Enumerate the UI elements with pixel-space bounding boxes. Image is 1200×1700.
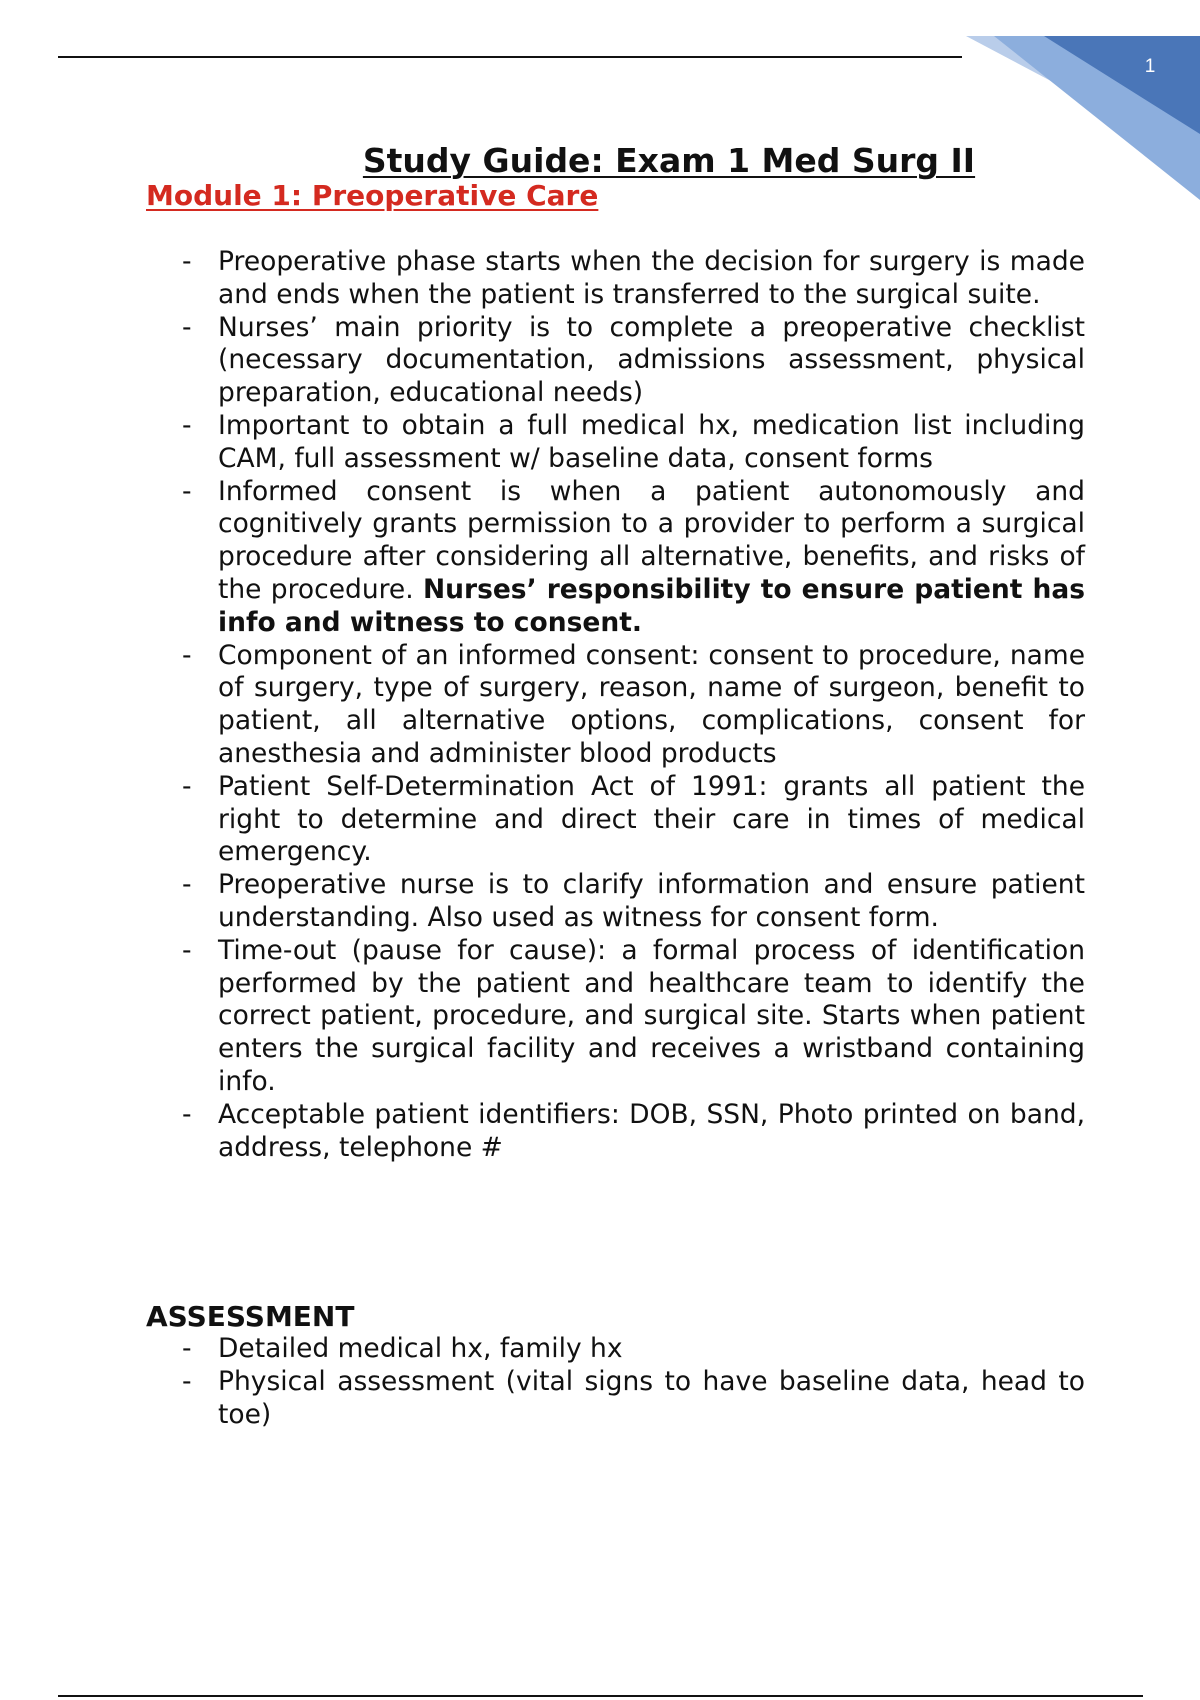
bullet-item [0,771,1085,869]
bullet-item [0,410,1085,476]
page-number: 1 [1144,56,1156,77]
bullet-item [0,476,1085,640]
bullet-item [0,1099,1085,1165]
bullet-text: Informed consent is when a patient autonomously and cognitively grants permission to a provider to perform a surgical procedure after considering all alternative, benefits, and risks of the procedure. [218,475,1085,605]
header-rule [58,56,962,58]
module-bullet-list [0,246,1085,1164]
bullet-text: Preoperative nurse is to clarify information and ensure patient understanding. Also used as witness for consent form. [218,869,1085,933]
bullet-item [0,312,1085,410]
module-heading: Module 1: Preoperative Care [146,179,599,212]
bullet-text: Important to obtain a full medical hx, medication list including CAM, full assessment w/ baseline data, consent forms [218,409,1085,474]
footer-rule [58,1695,1143,1697]
bullet-item [0,869,1085,935]
bullet-text: Detailed medical hx, family hx [218,1333,623,1364]
bullet-text: Acceptable patient identifiers: DOB, SSN, Photo printed on band, address, telephone # [218,1098,1085,1163]
bullet-text: Time-out (pause for cause): a formal process of identification performed by the patient and healthcare team to identify the correct patient, procedure, and surgical site. Starts when patient enters the surgical facility and receives a wristband containing info. [218,934,1085,1097]
bullet-item [0,1333,1085,1366]
bullet-item [0,246,1085,312]
document-title-text: Study Guide: Exam 1 Med Surg II [362,141,976,180]
assessment-bullet-list [0,1333,1085,1431]
bullet-text: Preoperative phase starts when the decision for surgery is made and ends when the patient is transferred to the surgical suite. [218,246,1085,310]
bullet-text: Physical assessment (vital signs to have baseline data, head to toe) [218,1365,1085,1430]
bullet-item [0,640,1085,771]
document-title [0,141,1200,181]
bullet-item [0,935,1085,1099]
bullet-text: Nurses’ main priority is to complete a preoperative checklist (necessary documentation, admissions assessment, physical preparation, educational needs) [218,311,1085,409]
bullet-item [0,1366,1085,1432]
bullet-bold-text: Nurses’ responsibility to ensure patient has info and witness to consent. [218,573,1085,638]
assessment-heading: ASSESSMENT [146,1300,355,1333]
bullet-text: Component of an informed consent: consent to procedure, name of surgery, type of surgery, reason, name of surgeon, benefit to patient, all alternative options, complications, consent for anesthesia and administer blood products [218,639,1085,769]
bullet-text: Patient Self-Determination Act of 1991: grants all patient the right to determine and direct their care in times of medical emergency. [218,770,1085,868]
